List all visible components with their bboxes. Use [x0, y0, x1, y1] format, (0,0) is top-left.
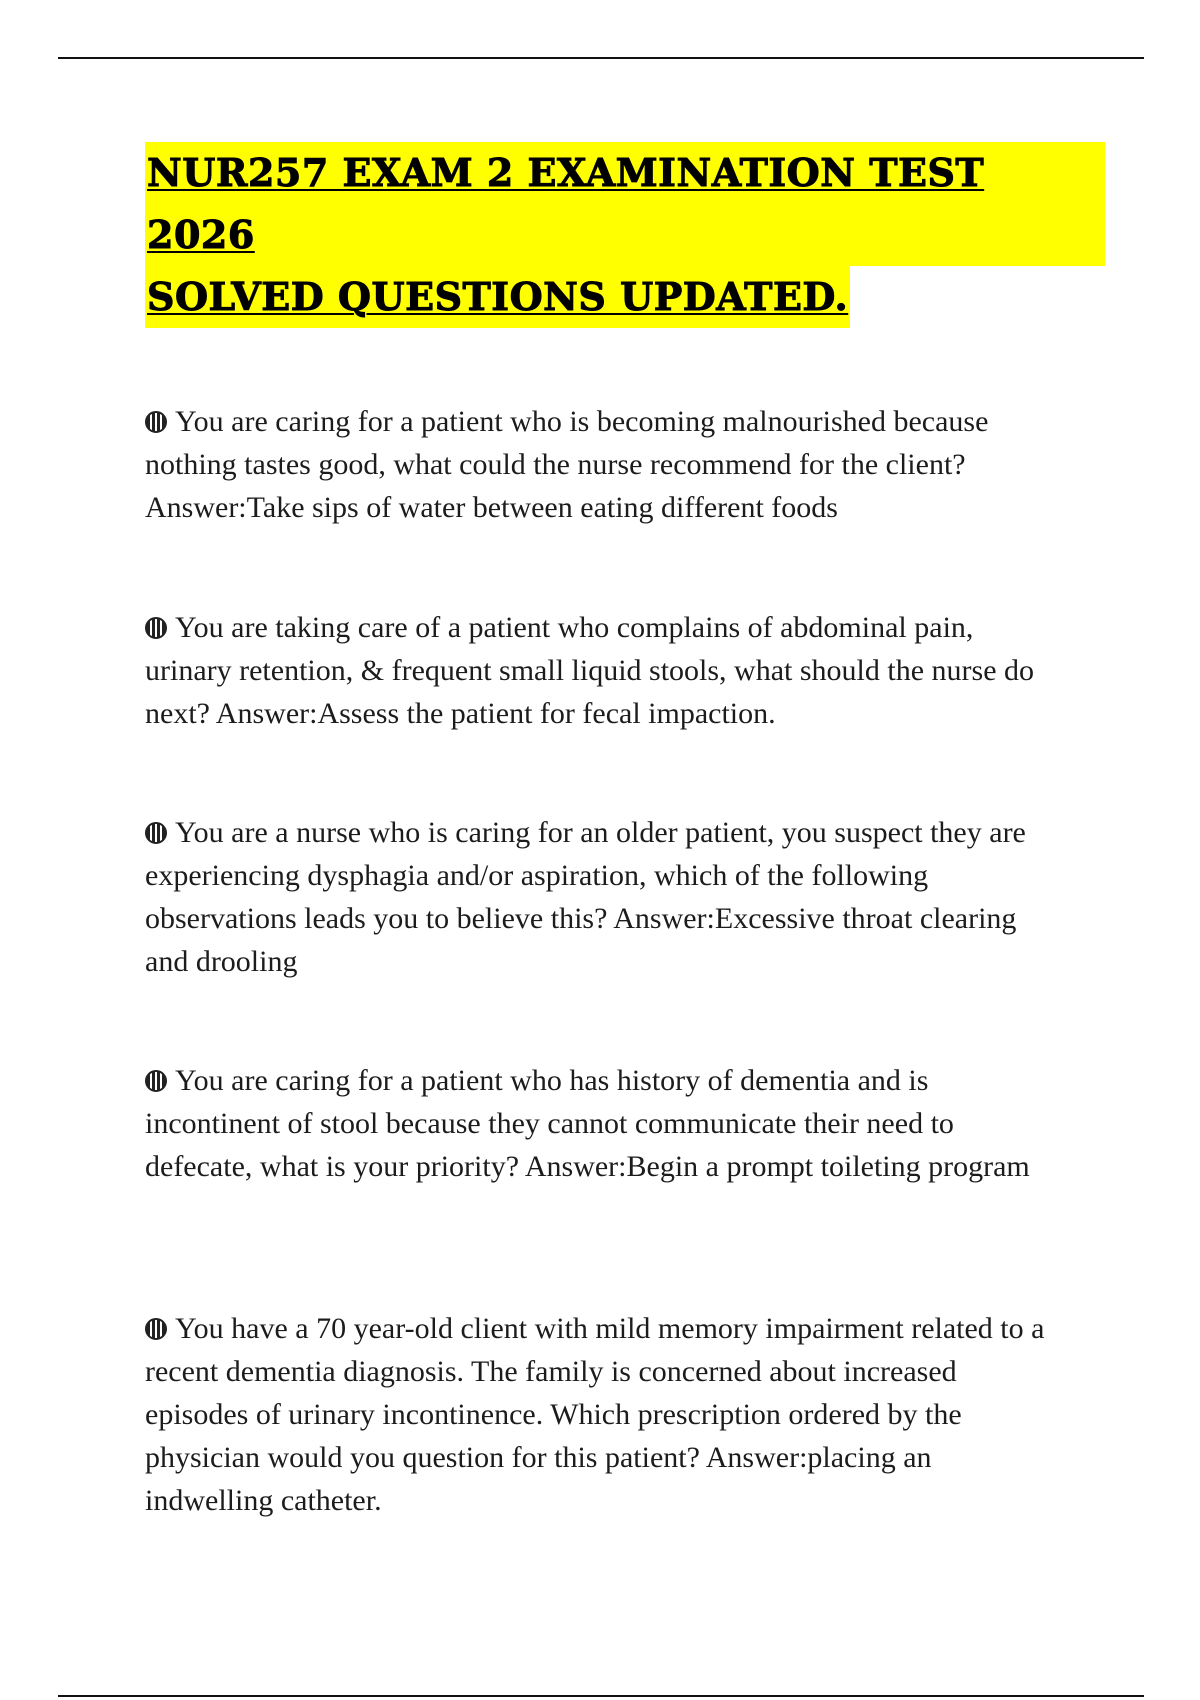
- question-item: [145, 400, 1065, 529]
- question-item: [145, 1059, 1065, 1188]
- document-title: [145, 142, 1105, 328]
- striped-circle-bullet-icon: [145, 822, 167, 844]
- question-item: [145, 811, 1065, 983]
- bottom-divider: [58, 1695, 1144, 1697]
- question-item: [145, 606, 1065, 735]
- question-item: [145, 1307, 1065, 1522]
- striped-circle-bullet-icon: [145, 1070, 167, 1092]
- question-text: You are caring for a patient who has history of dementia and is incontinent of stool because they cannot communicate their need to defecate, what is your priority? Answer:Begin a prompt toileting program: [145, 1064, 1030, 1183]
- top-divider: [58, 57, 1144, 59]
- title-line-2: SOLVED QUESTIONS UPDATED.: [145, 266, 850, 328]
- striped-circle-bullet-icon: [145, 411, 167, 433]
- striped-circle-bullet-icon: [145, 1318, 167, 1340]
- striped-circle-bullet-icon: [145, 617, 167, 639]
- title-line-1: NUR257 EXAM 2 EXAMINATION TEST 2026: [145, 142, 1105, 266]
- question-text: You are caring for a patient who is becoming malnourished because nothing tastes good, what could the nurse recommend for the client? Answer:Take sips of water between eating different foods: [145, 405, 989, 524]
- question-text: You have a 70 year-old client with mild memory impairment related to a recent dementia diagnosis. The family is concerned about increased episodes of urinary incontinence. Which prescription ordered by the physician would you question for this patient? Answer:placing an indwelling catheter.: [145, 1312, 1045, 1517]
- question-text: You are a nurse who is caring for an older patient, you suspect they are experiencing dysphagia and/or aspiration, which of the following observations leads you to believe this? Answer:Excessive throat clearing and drooling: [145, 816, 1026, 978]
- question-text: You are taking care of a patient who complains of abdominal pain, urinary retention, & frequent small liquid stools, what should the nurse do next? Answer:Assess the patient for fecal impaction.: [145, 611, 1035, 730]
